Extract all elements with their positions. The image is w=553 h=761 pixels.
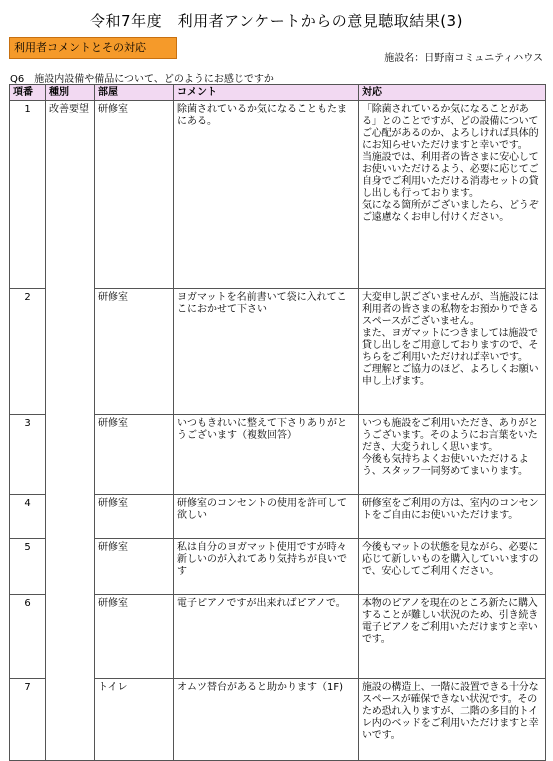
row-response: 大変申し訳ございませんが、当施設には利用者の皆さまの私物をお預かりできるスペースがございません。 また、ヨガマットにつきましては施設で貸し出しをご用意しておりますので、そちらをご利用いただければ幸いです。 ご理解とご協力のほど、よろしくお願い申し上げます。 — [359, 289, 546, 415]
row-room: トイレ — [95, 679, 174, 761]
row-type — [46, 289, 95, 415]
row-comment: 私は自分のヨガマット使用ですが時々新しいのが入れてあり気持ちが良いです — [174, 539, 359, 595]
column-header-room: 部屋 — [95, 85, 174, 101]
table-row — [10, 495, 546, 539]
row-type: 改善要望 — [46, 101, 95, 289]
table-row — [10, 539, 546, 595]
row-room: 研修室 — [95, 415, 174, 495]
row-room: 研修室 — [95, 289, 174, 415]
row-type — [46, 539, 95, 595]
column-header-type: 種別 — [46, 85, 95, 101]
row-room: 研修室 — [95, 495, 174, 539]
row-number: 4 — [10, 495, 46, 539]
row-number: 5 — [10, 539, 46, 595]
comments-table — [9, 84, 546, 761]
row-number: 7 — [10, 679, 46, 761]
row-number: 1 — [10, 101, 46, 289]
row-comment: 研修室のコンセントの使用を許可して欲しい — [174, 495, 359, 539]
row-comment: ヨガマットを名前書いて袋に入れてここにおかせて下さい — [174, 289, 359, 415]
table-row — [10, 415, 546, 495]
column-header-no: 項番 — [10, 85, 46, 101]
row-room: 研修室 — [95, 595, 174, 679]
question-heading: Q6 施設内設備や備品について、どのようにお感じですか — [10, 74, 274, 85]
row-response: 本物のピアノを現在のところ新たに購入することが難しい状況のため、引き続き電子ピアノをご利用いただけますと幸いです。 — [359, 595, 546, 679]
page-title: 令和7年度 利用者アンケートからの意見聴取結果(3) — [90, 12, 463, 30]
table-header-row — [10, 85, 546, 101]
facility-name: 施設名：日野南コミュニティハウス — [384, 53, 543, 64]
column-header-response: 対応 — [359, 85, 546, 101]
row-type — [46, 415, 95, 495]
row-response: 研修室をご利用の方は、室内のコンセントをご自由にお使いいただけます。 — [359, 495, 546, 539]
row-type — [46, 679, 95, 761]
table-row — [10, 679, 546, 761]
row-comment: 除菌されているか気になることもたまにある。 — [174, 101, 359, 289]
row-number: 3 — [10, 415, 46, 495]
row-type — [46, 595, 95, 679]
table-row — [10, 595, 546, 679]
row-room: 研修室 — [95, 101, 174, 289]
row-response: 施設の構造上、一階に設置できる十分なスペースが確保できない状況です。そのため恐れ入りますが、二階の多目的トイレ内のベッドをご利用いただけますと幸いです。 — [359, 679, 546, 761]
row-response: いつも施設をご利用いただき、ありがとうございます。そのようにお言葉をいただき、大変うれしく思います。 今後も気持ちよくお使いいただけるよう、スタッフ一同努めてまいります。 — [359, 415, 546, 495]
column-header-comment: コメント — [174, 85, 359, 101]
row-comment: いつもきれいに整えて下さりありがとうございます（複数回答） — [174, 415, 359, 495]
row-number: 6 — [10, 595, 46, 679]
row-response: 今後もマットの状態を見ながら、必要に応じて新しいものを購入していいますので、安心してご利用ください。 — [359, 539, 546, 595]
row-room: 研修室 — [95, 539, 174, 595]
row-comment: オムツ替台があると助かります（1F) — [174, 679, 359, 761]
table-row — [10, 289, 546, 415]
row-response: 「除菌されているか気になることがある」とのことですが、どの設備についてご心配があるのか、よろしければ具体的にお知らせいただけますと幸いです。 当施設では、利用者の皆さまに安心してお使いいただけるよう、必要に応じてご自身でご利用いただける消毒セットの貸し出しも行っております。 気になる箇所がございましたら、どうぞご遠慮なくお申し付けください。 — [359, 101, 546, 289]
row-number: 2 — [10, 289, 46, 415]
section-badge: 利用者コメントとその対応 — [9, 37, 177, 59]
table-row — [10, 101, 546, 289]
row-comment: 電子ピアノですが出来ればピアノで。 — [174, 595, 359, 679]
row-type — [46, 495, 95, 539]
